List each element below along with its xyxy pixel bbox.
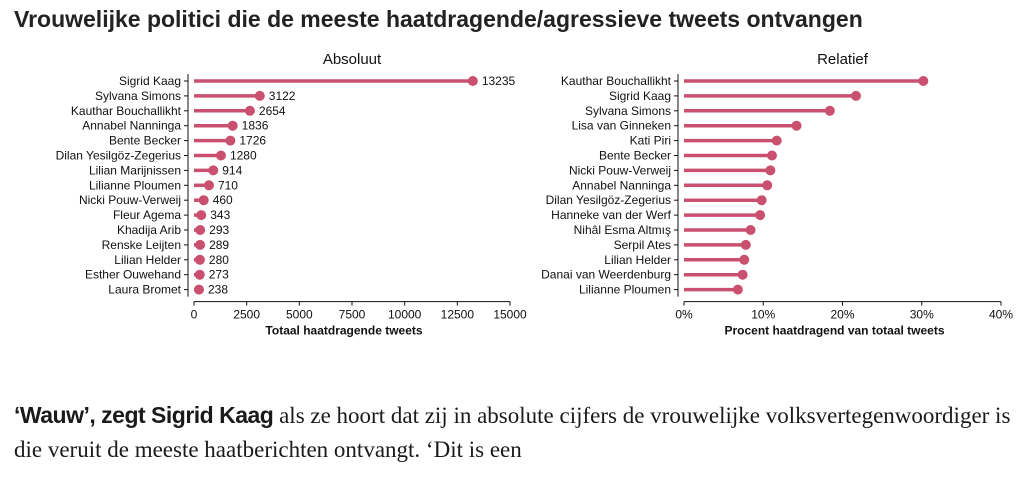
y-tick-label: Lilian Helder (604, 252, 671, 267)
lollipop-dot (195, 270, 205, 280)
lollipop-dot (255, 91, 265, 101)
data-label: 3122 (268, 88, 296, 103)
data-label: 238 (208, 282, 229, 297)
y-tick-label: Annabel Nanninga (572, 178, 671, 193)
chart-absolute (0, 44, 530, 350)
data-label: 1726 (239, 133, 267, 148)
lollipop-dot (194, 285, 204, 295)
y-tick-label: Khadija Arib (116, 223, 181, 237)
y-tick-label: Bente Becker (598, 148, 671, 163)
x-tick-label: 7500 (338, 307, 366, 322)
x-tick-label: 0% (675, 307, 693, 322)
y-tick-label: Hanneke van der Werf (551, 208, 671, 223)
y-tick-label: Kauthar Bouchallikht (560, 74, 671, 88)
x-tick-label: 10% (751, 307, 776, 322)
y-tick-label: Kauthar Bouchallikht (70, 103, 181, 118)
lollipop-dot (739, 255, 749, 265)
lollipop-dot (468, 76, 478, 86)
figure-title: Vrouwelijke politici die de meeste haatdragende/agressieve tweets ontvangen (14, 6, 863, 32)
y-tick-label: Dilan Yesilgöz-Zegerius (55, 148, 181, 163)
lollipop-dot (746, 225, 756, 235)
x-tick-label: 5000 (285, 307, 313, 322)
data-label: 914 (222, 163, 243, 178)
x-tick-label: 20% (830, 307, 855, 322)
y-tick-label: Nicki Pouw-Verweij (78, 193, 181, 208)
x-tick-label: 15000 (493, 307, 527, 322)
y-tick-label: Lilian Helder (114, 252, 181, 267)
lollipop-dot (918, 76, 928, 86)
lollipop-dot (757, 195, 767, 205)
lollipop-dot (195, 240, 205, 250)
lollipop-dot (196, 210, 206, 220)
x-axis-label: Procent haatdragend van totaal tweets (724, 323, 945, 338)
lollipop-dot (195, 225, 205, 235)
lollipop-dot (792, 121, 802, 131)
lollipop-dot (755, 210, 765, 220)
lollipop-dot (765, 165, 775, 175)
y-tick-label: Kati Piri (629, 133, 671, 148)
article-body: als ze hoort dat zij in absolute cijfers de vrouwelijke volksvertegenwoordiger is die veruit de meeste haatberichten ontvangt. ‘Dit is een (14, 403, 1011, 462)
data-label: 289 (209, 237, 230, 252)
lollipop-dot (772, 136, 782, 146)
lollipop-dot (199, 195, 209, 205)
y-tick-label: Serpil Ates (613, 237, 671, 252)
lollipop-dot (767, 151, 777, 161)
x-tick-label: 40% (988, 307, 1014, 322)
data-label: 2654 (258, 103, 286, 118)
data-label: 293 (209, 223, 230, 237)
y-tick-label: Lilianne Ploumen (578, 282, 671, 297)
data-label: 280 (208, 252, 229, 267)
lollipop-dot (741, 240, 751, 250)
y-tick-label: Sigrid Kaag (608, 88, 671, 103)
y-tick-label: Fleur Agema (112, 208, 181, 223)
x-tick-label: 2500 (233, 307, 261, 322)
chart-subtitle: Relatief (817, 51, 868, 68)
data-label: 13235 (481, 74, 516, 88)
lollipop-dot (216, 151, 226, 161)
y-tick-label: Annabel Nanninga (82, 118, 181, 133)
y-tick-label: Renske Leijten (101, 237, 181, 252)
y-tick-label: Sylvana Simons (94, 88, 181, 103)
lollipop-dot (225, 136, 235, 146)
y-tick-label: Nicki Pouw-Verweij (568, 163, 671, 178)
lollipop-dot (738, 270, 748, 280)
lollipop-dot (762, 180, 772, 190)
x-tick-label: 12500 (440, 307, 475, 322)
x-tick-label: 30% (909, 307, 934, 322)
x-tick-label: 10000 (387, 307, 422, 322)
y-tick-label: Dilan Yesilgöz-Zegerius (545, 193, 671, 208)
article-lead: ‘Wauw’, zegt Sigrid Kaag (14, 402, 274, 428)
lollipop-dot (733, 285, 743, 295)
y-tick-label: Lilian Marijnissen (88, 163, 181, 178)
y-tick-label: Danai van Weerdenburg (541, 267, 671, 282)
chart-relative (500, 44, 1022, 350)
data-label: 343 (210, 208, 231, 223)
lollipop-dot (195, 255, 205, 265)
article-text (14, 398, 1014, 467)
y-tick-label: Sigrid Kaag (118, 74, 181, 88)
y-tick-label: Lisa van Ginneken (571, 118, 671, 133)
lollipop-dot (208, 165, 218, 175)
lollipop-dot (825, 106, 835, 116)
lollipop-dot (204, 180, 214, 190)
lollipop-dot (851, 91, 861, 101)
data-label: 460 (212, 193, 233, 208)
data-label: 1836 (241, 118, 269, 133)
y-tick-label: Esther Ouwehand (84, 267, 181, 282)
x-tick-label: 0 (190, 307, 198, 322)
y-tick-label: Sylvana Simons (584, 103, 671, 118)
y-tick-label: Nihâl Esma Altmış (573, 223, 671, 237)
lollipop-dot (228, 121, 238, 131)
lollipop-dot (245, 106, 255, 116)
y-tick-label: Laura Bromet (108, 282, 181, 297)
data-label: 1280 (229, 148, 257, 163)
x-axis-label: Totaal haatdragende tweets (265, 323, 423, 338)
y-tick-label: Bente Becker (108, 133, 181, 148)
y-tick-label: Lilianne Ploumen (88, 178, 181, 193)
data-label: 273 (208, 267, 229, 282)
chart-subtitle: Absoluut (322, 51, 382, 68)
data-label: 710 (217, 178, 238, 193)
